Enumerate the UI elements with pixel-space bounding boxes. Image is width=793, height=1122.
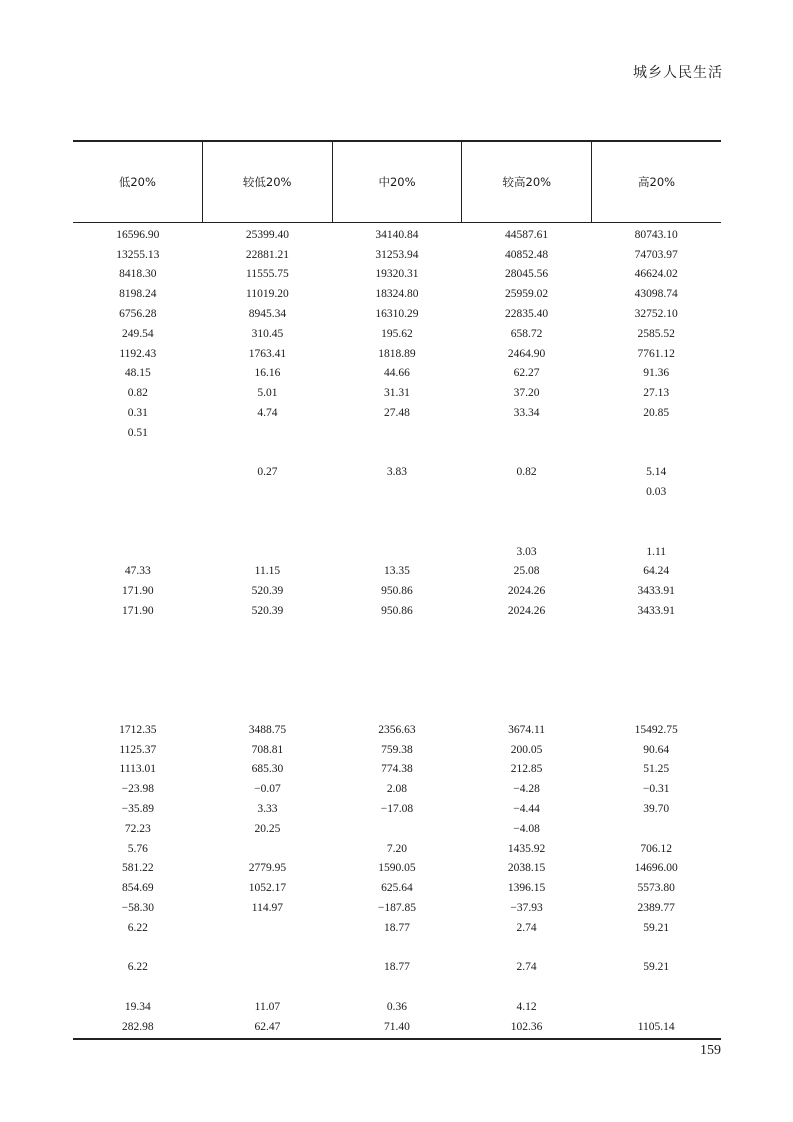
table-cell: 25959.02 <box>505 288 549 301</box>
table-cell: 27.48 <box>384 407 410 420</box>
table-cell: 1192.43 <box>119 347 157 360</box>
table-cell: 62.47 <box>254 1020 281 1033</box>
table-bottom-rule <box>73 1038 721 1040</box>
table-cell: 1763.41 <box>248 347 287 360</box>
data-table <box>73 140 721 1040</box>
table-row <box>73 403 721 423</box>
table-cell: 1052.17 <box>248 882 287 895</box>
table-cell: 31.31 <box>384 387 410 400</box>
table-cell: 5573.80 <box>637 882 675 895</box>
table-row <box>73 265 721 285</box>
table-row <box>73 779 721 799</box>
table-row <box>73 859 721 879</box>
table-row <box>73 324 721 344</box>
table-row <box>73 562 721 582</box>
table-cell: 950.86 <box>381 585 413 598</box>
table-cell: 950.86 <box>381 605 413 618</box>
table-cell: 37.20 <box>513 387 540 400</box>
table-cell: 5.76 <box>127 842 148 855</box>
table-cell: 46624.02 <box>634 268 678 281</box>
table-cell: 854.69 <box>121 882 154 895</box>
table-cell: 2779.95 <box>248 862 287 875</box>
table-cell: 685.30 <box>251 763 284 776</box>
table-cell: −187.85 <box>377 901 417 914</box>
table-cell: −0.31 <box>642 783 670 796</box>
table-header-row <box>73 142 721 223</box>
table-row <box>73 542 721 562</box>
table-cell: 0.51 <box>127 426 148 439</box>
table-cell: 16310.29 <box>375 308 419 321</box>
table-row <box>73 522 721 542</box>
page-number: 159 <box>700 1043 721 1058</box>
table-cell: 44587.61 <box>505 228 549 241</box>
table-cell: 6.22 <box>127 961 148 974</box>
table-cell: −37.93 <box>510 901 543 914</box>
table-row <box>73 245 721 265</box>
table-cell: 171.90 <box>121 605 154 618</box>
column-header-lower-20: 较低20% <box>202 142 332 222</box>
running-head: 城乡人民生活 <box>633 65 723 81</box>
table-cell: −4.44 <box>513 803 540 815</box>
table-row <box>73 423 721 443</box>
table-cell: 8945.34 <box>248 308 287 321</box>
table-row <box>73 799 721 819</box>
table-row <box>73 839 721 859</box>
table-cell: 0.82 <box>516 466 537 479</box>
table-cell: 74703.97 <box>634 248 678 261</box>
table-cell: 47.33 <box>124 565 151 578</box>
table-cell: 91.36 <box>643 367 670 380</box>
table-cell: 171.90 <box>121 585 154 598</box>
table-cell: 4.12 <box>516 1000 537 1013</box>
table-cell: 25399.40 <box>245 228 289 241</box>
table-row <box>73 878 721 898</box>
column-header-middle-20: 中20% <box>332 142 462 222</box>
table-cell: 44.66 <box>384 367 410 380</box>
table-cell: 20.85 <box>643 407 670 420</box>
table-cell: −4.28 <box>513 783 540 796</box>
table-cell: 59.21 <box>643 961 670 974</box>
table-cell: 18.77 <box>384 921 410 934</box>
table-row <box>73 284 721 304</box>
table-cell: 200.05 <box>510 743 543 756</box>
table-cell: 31253.94 <box>375 248 419 261</box>
table-cell: 2389.77 <box>637 901 675 914</box>
table-cell: 7.20 <box>386 842 408 855</box>
table-cell: 16596.90 <box>116 228 160 241</box>
table-cell: 0.31 <box>127 407 148 420</box>
table-cell: 282.98 <box>121 1020 154 1033</box>
table-cell: −4.08 <box>513 822 540 835</box>
table-cell: 40852.48 <box>505 248 549 261</box>
table-cell: 8418.30 <box>119 268 157 281</box>
table-cell: 18324.80 <box>375 288 419 301</box>
table-row <box>73 918 721 938</box>
table-cell: 1712.35 <box>119 723 157 736</box>
table-row <box>73 720 721 740</box>
table-cell: 2.08 <box>386 783 408 796</box>
table-cell: 1.11 <box>646 545 667 558</box>
table-cell: 13255.13 <box>116 248 160 261</box>
table-cell: 2024.26 <box>507 605 546 618</box>
table-cell: 1125.37 <box>119 743 157 756</box>
table-cell: 7761.12 <box>637 347 675 360</box>
table-cell: 11555.75 <box>246 268 289 281</box>
table-row <box>73 463 721 483</box>
table-row <box>73 641 721 661</box>
table-row <box>73 819 721 839</box>
table-row <box>73 997 721 1017</box>
table-cell: 11.07 <box>254 1000 281 1013</box>
table-row <box>73 938 721 958</box>
table-row <box>73 225 721 245</box>
table-cell: 3.83 <box>386 466 408 479</box>
table-row <box>73 760 721 780</box>
table-cell: 19.34 <box>124 1000 151 1013</box>
table-cell: 249.54 <box>121 327 154 340</box>
table-cell: 2.74 <box>516 961 537 974</box>
table-cell: −0.07 <box>254 783 281 796</box>
table-cell: 8198.24 <box>119 288 157 301</box>
table-cell: 520.39 <box>251 605 284 618</box>
table-row <box>73 383 721 403</box>
table-row <box>73 443 721 463</box>
table-cell: 6756.28 <box>119 308 157 321</box>
table-cell: 27.13 <box>643 387 670 400</box>
table-cell: 39.70 <box>643 803 670 815</box>
column-header-low-20: 低20% <box>118 175 156 189</box>
table-cell: 2356.63 <box>378 723 416 736</box>
table-cell: 708.81 <box>251 743 284 756</box>
table-cell: 3674.11 <box>508 723 546 736</box>
table-cell: 520.39 <box>251 585 284 598</box>
table-cell: 18.77 <box>384 961 410 974</box>
table-cell: 2585.52 <box>637 327 675 340</box>
table-cell: 15492.75 <box>634 723 678 736</box>
table-cell: 3433.91 <box>637 585 675 598</box>
table-row <box>73 304 721 324</box>
table-cell: 6.22 <box>127 921 148 934</box>
table-row <box>73 1017 721 1037</box>
table-cell: 3488.75 <box>248 723 287 736</box>
table-row <box>73 344 721 364</box>
table-row <box>73 898 721 918</box>
table-row <box>73 661 721 681</box>
table-cell: 114.97 <box>251 901 283 914</box>
table-cell: 19320.31 <box>375 268 419 281</box>
table-cell: 3433.91 <box>637 605 675 618</box>
table-cell: 28045.56 <box>505 268 549 281</box>
table-row <box>73 977 721 997</box>
table-cell: 22881.21 <box>245 248 289 261</box>
column-header-higher-20: 较高20% <box>461 142 591 222</box>
table-cell: 13.35 <box>384 565 410 578</box>
table-cell: 5.14 <box>646 466 667 479</box>
table-cell: 0.82 <box>127 387 148 400</box>
table-cell: −58.30 <box>121 901 154 914</box>
table-cell: 2464.90 <box>507 347 546 360</box>
table-cell: 658.72 <box>510 327 543 340</box>
table-cell: 3.03 <box>516 545 537 558</box>
table-row <box>73 502 721 522</box>
table-row <box>73 364 721 384</box>
table-cell: −35.89 <box>121 803 154 815</box>
table-cell: 5.01 <box>257 387 278 400</box>
table-cell: −23.98 <box>121 783 154 796</box>
table-cell: 16.16 <box>254 367 281 380</box>
table-cell: 25.08 <box>513 565 540 578</box>
table-cell: 0.03 <box>646 486 667 499</box>
table-cell: 62.27 <box>513 367 540 380</box>
table-cell: 212.85 <box>510 763 543 776</box>
table-cell: 1818.89 <box>378 347 416 360</box>
table-cell: 32752.10 <box>634 308 678 321</box>
table-body <box>73 223 721 1037</box>
table-cell: 80743.10 <box>634 228 678 241</box>
table-cell: 71.40 <box>384 1020 410 1033</box>
table-cell: 1113.01 <box>119 763 157 776</box>
table-cell: 33.34 <box>513 407 540 420</box>
table-cell: 625.64 <box>381 882 413 895</box>
table-cell: 4.74 <box>257 407 278 420</box>
table-row <box>73 621 721 641</box>
table-cell: 3.33 <box>257 803 278 815</box>
table-row <box>73 601 721 621</box>
table-cell: 2024.26 <box>507 585 546 598</box>
column-header-high-20: 高20% <box>591 142 721 222</box>
table-cell: 2.74 <box>516 921 537 934</box>
table-cell: 0.36 <box>386 1000 408 1013</box>
table-cell: 759.38 <box>381 743 413 756</box>
table-cell: 706.12 <box>640 842 672 855</box>
table-row <box>73 482 721 502</box>
table-cell: 195.62 <box>381 327 413 340</box>
table-row <box>73 957 721 977</box>
table-cell: 581.22 <box>121 862 154 875</box>
table-row <box>73 680 721 700</box>
table-cell: 1105.14 <box>637 1020 675 1033</box>
table-cell: 1590.05 <box>378 862 416 875</box>
table-cell: −17.08 <box>380 803 414 815</box>
table-cell: 90.64 <box>643 743 670 756</box>
table-cell: 1435.92 <box>507 842 546 855</box>
table-cell: 20.25 <box>254 822 281 835</box>
table-row <box>73 581 721 601</box>
table-cell: 72.23 <box>124 822 151 835</box>
table-cell: 2038.15 <box>507 862 546 875</box>
table-cell: 59.21 <box>643 921 670 934</box>
table-row <box>73 700 721 720</box>
table-cell: 774.38 <box>381 763 413 776</box>
table-cell: 14696.00 <box>634 862 678 875</box>
table-cell: 64.24 <box>643 565 670 578</box>
table-cell: 1396.15 <box>507 882 546 895</box>
table-cell: 43098.74 <box>634 288 678 301</box>
table-row <box>73 740 721 760</box>
table-cell: 102.36 <box>510 1020 543 1033</box>
table-cell: 0.27 <box>257 466 278 479</box>
table-cell: 34140.84 <box>375 228 419 241</box>
table-cell: 310.45 <box>251 327 284 340</box>
table-cell: 22835.40 <box>505 308 549 321</box>
table-cell: 11019.20 <box>246 288 289 301</box>
table-cell: 48.15 <box>124 367 151 380</box>
table-cell: 11.15 <box>254 565 281 578</box>
table-cell: 51.25 <box>643 763 670 776</box>
